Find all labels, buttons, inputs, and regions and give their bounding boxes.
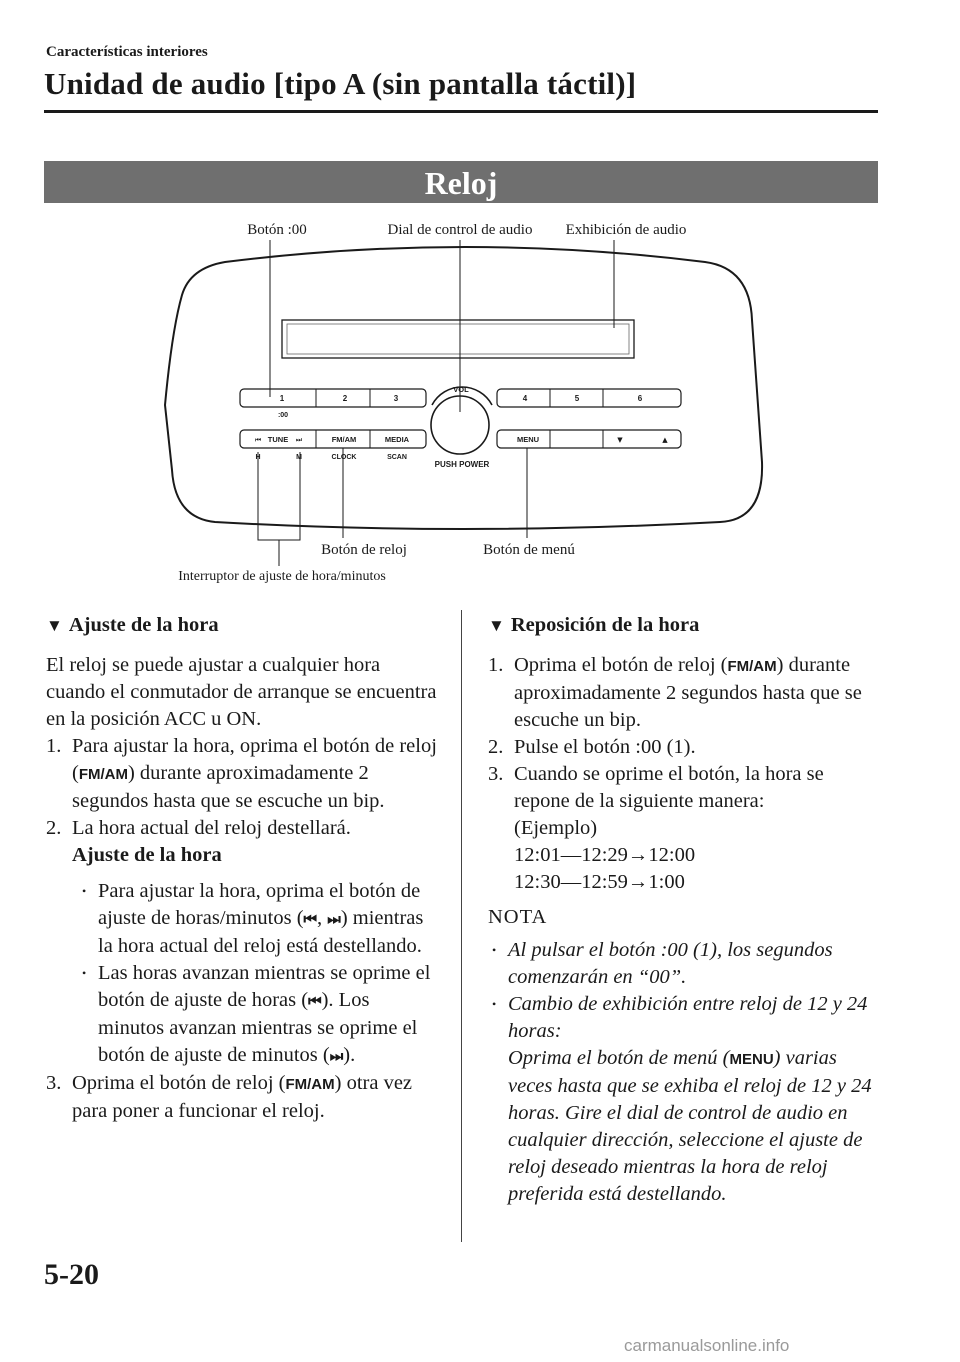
column-divider (461, 610, 462, 1242)
title-rule (44, 110, 878, 113)
page-title: Unidad de audio [tipo A (sin pantalla táctil)] (44, 66, 637, 101)
example-line-2: 12:30―12:59→1:00 (514, 871, 685, 893)
panel-next-icon: ⏭ (295, 436, 303, 444)
panel-fmam: FM/AM (331, 435, 357, 444)
panel-push-power: PUSH POWER (434, 460, 490, 469)
sub-heading: Ajuste de la hora (72, 844, 222, 866)
panel-btn-2: 2 (342, 394, 348, 403)
fm-am-button-icon: FM/AM (727, 658, 777, 675)
panel-clock: CLOCK (331, 454, 357, 461)
fm-am-button-icon: FM/AM (78, 766, 128, 783)
left-column (46, 612, 440, 1125)
fm-am-button-icon: FM/AM (285, 1076, 335, 1093)
next-track-icon: ⏭ (327, 911, 341, 928)
watermark: carmanualsonline.info (624, 1336, 790, 1355)
panel-btn-6: 6 (637, 394, 643, 403)
callout-clock-button: Botón de reloj (321, 542, 407, 558)
panel-down-icon: ▼ (617, 436, 623, 444)
prev-track-icon: ⏮ (303, 911, 318, 928)
panel-btn-5: 5 (574, 394, 580, 403)
right-column (488, 612, 883, 1208)
panel-scan: SCAN (387, 454, 407, 461)
callout-hour-minute-switch: Interruptor de ajuste de hora/minutos (178, 569, 386, 584)
triangle-bullet-icon: ▼ (488, 616, 505, 635)
panel-btn-3: 3 (393, 394, 399, 403)
reset-step-1: 1. Oprima el botón de reloj (FM/AM) durante aproximadamente 2 segundos hasta que se escuche un bip. (488, 654, 862, 731)
section-banner: Reloj (44, 161, 878, 203)
next-track-icon: ⏭ (329, 1048, 344, 1065)
heading-reposicion: ▼ Reposición de la hora (488, 614, 700, 636)
note-2: • Cambio de exhibición entre reloj de 12 y 24 horas: Oprima el botón de menú (MENU) varias veces hasta que se exhiba el reloj de 12 y 24 horas. Gire el dial de control de audio en cualquier dirección, seleccione el ajuste de reloj deseado mientras la hora de reloj preferida está destellando. (492, 993, 872, 1205)
reset-step-2: 2. Pulse el botón :00 (1). (488, 736, 696, 758)
panel-btn-4: 4 (522, 394, 528, 403)
intro-paragraph: El reloj se puede ajustar a cualquier hora cuando el conmutador de arranque se encuentra en la posición ACC u ON. (46, 654, 437, 730)
bullet-2: • Las horas avanzan mientras se oprime el botón de ajuste de horas (⏮). Los minutos avanzan mientras se oprime el botón de ajuste de minutos (⏭). (82, 962, 431, 1066)
audio-unit-figure (150, 214, 770, 594)
page-number: 5-20 (44, 1258, 99, 1291)
triangle-bullet-icon: ▼ (46, 616, 63, 635)
step-3: 3. Oprima el botón de reloj (FM/AM) otra vez para poner a funcionar el reloj. (46, 1072, 413, 1122)
callout-audio-dial: Dial de control de audio (387, 222, 533, 238)
example-label: (Ejemplo) (514, 817, 598, 839)
panel-btn-1: 1 (279, 394, 285, 403)
step-1: 1. Para ajustar la hora, oprima el botón de reloj (FM/AM) durante aproximadamente 2 segundos hasta que se escuche un bip. (46, 735, 437, 812)
panel-vol: VOL (453, 385, 469, 394)
callout-button-00: Botón :00 (247, 222, 307, 238)
bullet-1: • Para ajustar la hora, oprima el botón de ajuste de horas/minutos (⏮, ⏭) mientras la hora actual del reloj está destellando. (82, 880, 424, 957)
prev-track-icon: ⏮ (308, 993, 322, 1010)
heading-ajuste: ▼ Ajuste de la hora (46, 614, 219, 636)
panel-menu: MENU (516, 435, 540, 444)
panel-media: MEDIA (384, 435, 410, 444)
reset-step-3: 3. Cuando se oprime el botón, la hora se repone de la siguiente manera: (488, 763, 824, 812)
panel-tune: TUNE (267, 435, 289, 444)
step-2: 2. La hora actual del reloj destellará. (46, 817, 351, 839)
panel-label-00: :00 (277, 412, 289, 419)
panel-up-icon: ▲ (662, 436, 668, 444)
panel-m: M (296, 454, 302, 461)
callout-menu-button: Botón de menú (483, 542, 575, 558)
panel-prev-icon: ⏮ (254, 436, 262, 444)
note-1: • Al pulsar el botón :00 (1), los segundos comenzarán en “00”. (492, 939, 833, 988)
menu-button-icon: MENU (729, 1051, 774, 1068)
note-label: NOTA (488, 906, 548, 928)
audio-display (282, 320, 634, 358)
example-line-1: 12:01―12:29→12:00 (514, 844, 696, 866)
section-label: Características interiores (46, 44, 208, 60)
callout-audio-display: Exhibición de audio (565, 222, 687, 238)
panel-h: H (255, 454, 261, 461)
